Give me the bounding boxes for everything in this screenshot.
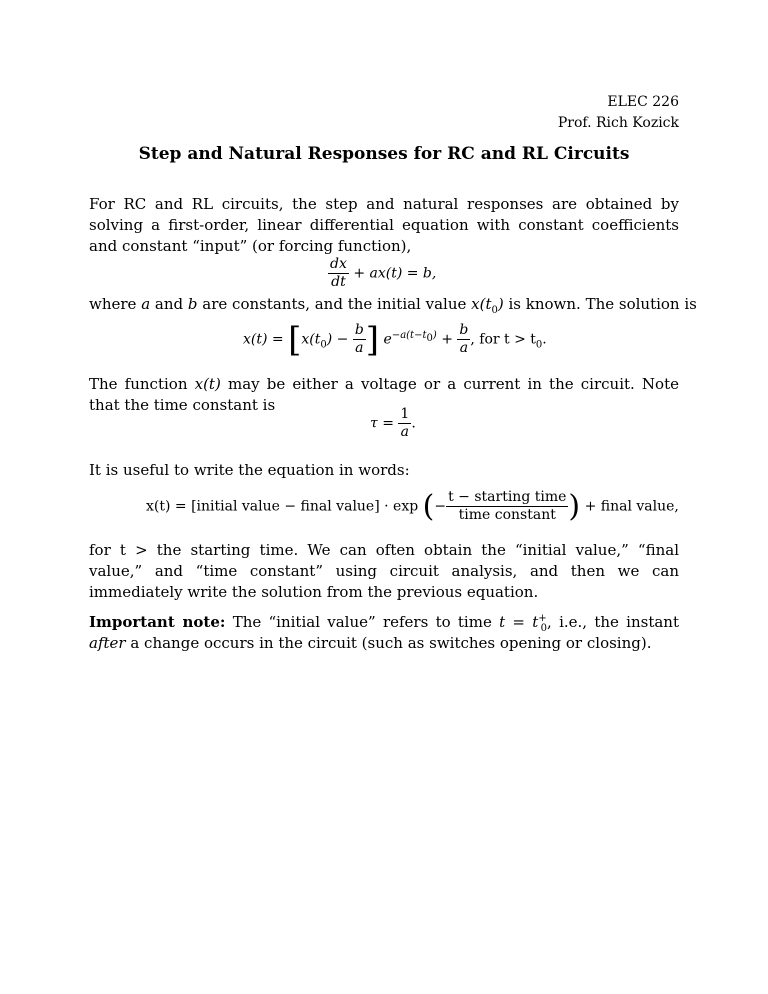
explanation-paragraph: for t > the starting time. We can often obtain the “initial value,” “final value,” and “time constant” using circuit analysis, and then we can immediately write the solution from the previous equation. [89, 541, 679, 601]
solution-equation: $x(t) = [x(t_0)$ − $\frac{b}{a}$ ] $e^{-a(t-t_0)}$ + $\frac{b}{a}$ , for $t > t_0$. [243, 319, 547, 360]
time-constant-paragraph: The function x(t) may be either a voltage or a current in the circuit. Note that the time constant is [89, 375, 679, 414]
right-paren: ) [568, 488, 581, 524]
b-over-a-2: $\frac{b}{a}$ [459, 322, 469, 356]
instructor-name: Prof. Rich Kozick [557, 115, 679, 131]
time-ratio: $\frac{\text{t − starting time}}{\text{time constant}}$ [448, 489, 567, 523]
course-code: ELEC 226 [607, 94, 679, 110]
important-note: Important note: The “initial value” refers to time $t = t^+_0$, i.e., the instant after a change occurs in the circuit (such as switches opening or closing). [89, 613, 679, 652]
derivative-fraction: $\frac{dx}{dt}$ [330, 256, 347, 290]
page-title: Step and Natural Responses for RC and RL Circuits [138, 144, 630, 164]
left-paren: ( [422, 488, 435, 524]
one-over-a: $\frac{1}{a}$ [400, 406, 410, 440]
constants-paragraph: where a and b are constants, and the initial value $x(t_0)$ is known. The solution is [89, 295, 697, 316]
equation-rest: + ax(t) = b, [353, 265, 437, 282]
differential-equation [328, 256, 436, 291]
words-intro: It is useful to write the equation in words: [89, 461, 410, 479]
right-bracket: ] [365, 319, 380, 360]
document-header [558, 92, 679, 134]
tau-equation: τ = $\frac{1}{a}$ . [370, 406, 416, 440]
intro-paragraph: For RC and RL circuits, the step and natural responses are obtained by solving a first-order, linear differential equation with constant coefficients and constant “input” (or forcing function), [89, 195, 679, 255]
words-equation: x(t) = [initial value − final value] · exp (− $\frac{\text{t − starting time}}{\text{time constant}}$ ) + final value, [146, 488, 679, 524]
b-over-a: $\frac{b}{a}$ [354, 322, 364, 356]
left-bracket: [ [288, 319, 302, 360]
note-label: Important note: [89, 613, 226, 631]
